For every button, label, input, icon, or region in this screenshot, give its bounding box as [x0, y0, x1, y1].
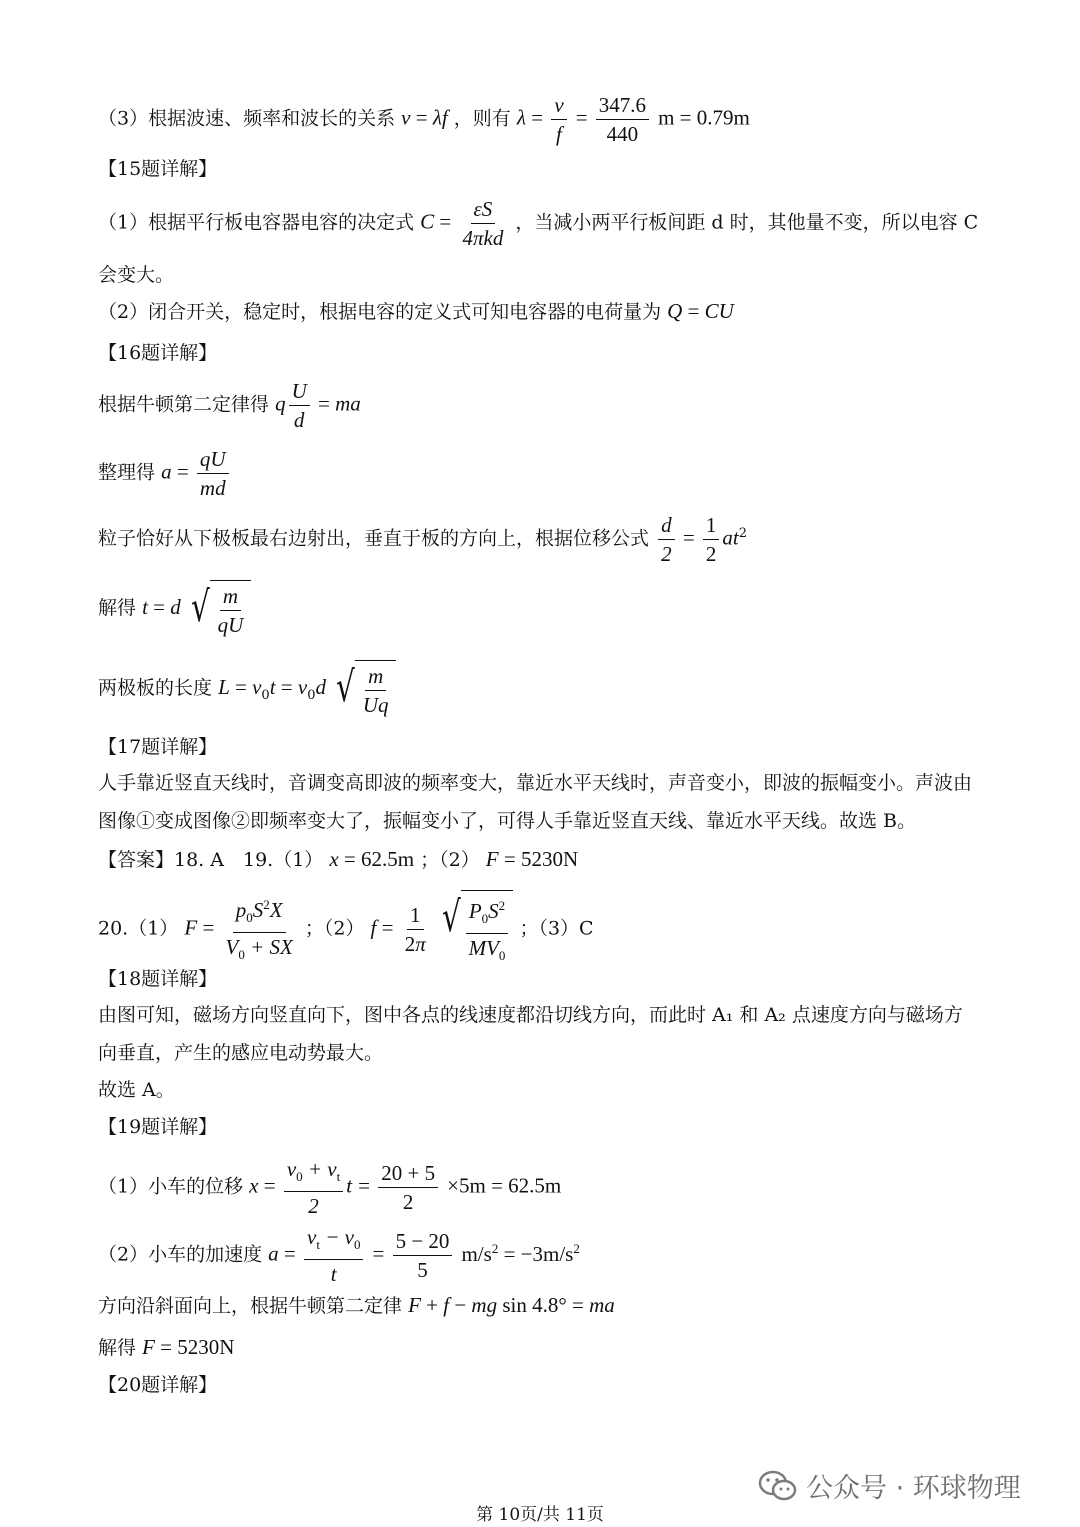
q16-heading: 【16题详解】 [98, 342, 218, 364]
q16-step3: 粒子恰好从下极板最右边射出，垂直于板的方向上，根据位移公式 $\frac{d}{2}$ = $\frac{1}{2}$ $at^2$ [98, 513, 748, 566]
page-footer: 第 10页/共 11页 [476, 1505, 604, 1525]
answers-line-2: 20.（1） F = $\frac{p_0S^2X}{V_0 + SX}$ ；（2） f = $\frac{1}{2\pi}$ √ $\frac{P_0S^2}{MV_0}$ ；（3）C [98, 890, 980, 969]
q20-heading: 【20题详解】 [98, 1374, 218, 1396]
q18-choice: 故选 A。 [98, 1079, 175, 1101]
q15-part3-line: （3）根据波速、频率和波长的关系 v = λf ，则有 λ = $\frac{v}{f}$ = $\frac{347.6}{440}$ m = 0.79m [98, 93, 750, 146]
wechat-icon [758, 1469, 798, 1503]
q15-part1-line: （1）根据平行板电容器电容的决定式 C = $\frac{\varepsilon S}{\text{4πkd}}$ ，当减小两平行板间距 d 时，其他量不变，所以电容 C [98, 197, 979, 250]
q16-step2: 整理得 a = $\frac{qU}{md}$ [98, 446, 980, 501]
watermark-text: 公众号 · 环球物理 [806, 1473, 1021, 1504]
q15-part2-line: （2）闭合开关，稳定时，根据电容的定义式可知电容器的电荷量为 Q = CU [98, 299, 734, 323]
q16-step4: 解得 t = d √ $\frac{m}{qU}$ [98, 580, 980, 638]
q19-step4: 解得 F = 5230N [98, 1335, 235, 1359]
q15-part1-cont: 会变大。 [98, 264, 175, 286]
q16-step5: 两极板的长度 $L = v_0t = v_0d$ √ $\frac{m}{Uq}$ [98, 660, 980, 718]
q19-step2: （2）小车的加速度 a = $\frac{v_t - v_0}{t}$ = $\frac{5 - 20}{5}$ $m/s^2 = -3m/s^2$ [98, 1225, 580, 1287]
q18-heading: 【18题详解】 [98, 968, 218, 990]
q19-step1: （1）小车的位移 x = $\frac{v_0 + v_t}{2}$ t = $\frac{20 + 5}{2}$ ×5m = 62.5m [98, 1157, 562, 1219]
answers-line-1: 【答案】18. A 19.（1） x = 62.5m ；（2） F = 5230N [98, 847, 579, 871]
q17-paragraph: 人手靠近竖直天线时，音调变高即波的频率变大，靠近水平天线时，声音变小，即波的振幅变小。声波由图像①变成图像②即频率变大了，振幅变小了，可得人手靠近竖直天线、靠近水平天线。故选 B。 [98, 772, 973, 832]
q17-heading: 【17题详解】 [98, 736, 218, 758]
q16-step1: 根据牛顿第二定律得 q $\frac{U}{d}$ = ma [98, 379, 361, 432]
q19-heading: 【19题详解】 [98, 1116, 218, 1138]
q19-step3: 方向沿斜面向上，根据牛顿第二定律 F + f − mg sin 4.8° = ma [98, 1293, 615, 1317]
q18-paragraph: 由图可知，磁场方向竖直向下，图中各点的线速度都沿切线方向，而此时 A₁ 和 A₂ 点速度方向与磁场方向垂直，产生的感应电动势最大。 [98, 1004, 963, 1064]
q15-heading: 【15题详解】 [98, 158, 218, 180]
